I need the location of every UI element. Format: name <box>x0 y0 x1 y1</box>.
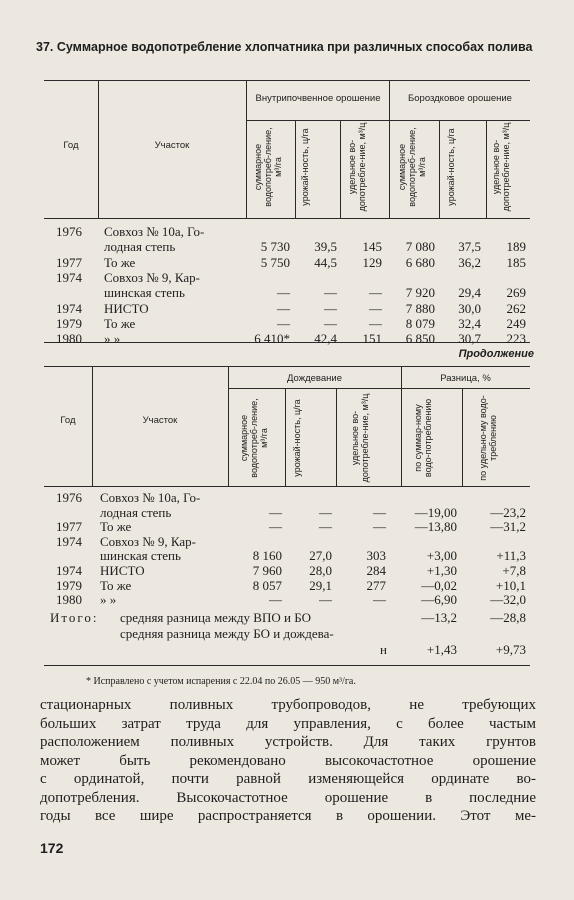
diff-total-cell: +3,00 <box>426 548 457 564</box>
year-cell: 1976 <box>56 490 82 505</box>
header-furrow: Бороздковое орошение <box>408 93 512 104</box>
plot-cell: НИСТО <box>104 300 149 316</box>
plot-cell: лодная степь <box>104 239 176 255</box>
plot-cell: НИСТО <box>100 563 145 578</box>
sprinkling-total-cell: 8 057 <box>252 577 282 593</box>
subsurface-specific-cell: 145 <box>362 239 382 255</box>
sprinkling-specific-cell: — <box>373 592 386 608</box>
furrow-specific-cell: 249 <box>506 315 526 331</box>
header-sub-total: суммарное водопотреб-ление, м³/га <box>239 398 269 478</box>
header-sub-specific: удельное во-допотребле-ние, м³/ц <box>491 122 511 212</box>
total-line-1-diff-total: —13,2 <box>421 610 457 625</box>
diff-specific-cell: —23,2 <box>490 504 526 520</box>
body-line: допотребления. Высокочастотное орошение в последние <box>40 789 536 806</box>
furrow-yield-cell: 30,7 <box>458 331 481 347</box>
subsurface-total-cell: — <box>277 300 290 316</box>
header-sub-total: суммарное водопотреб-ление, м³/га <box>253 127 283 207</box>
total-line-2-diff-total: +1,43 <box>426 642 457 657</box>
year-cell: 1977 <box>56 254 82 270</box>
total-line-2-diff-specific: +9,73 <box>495 642 526 657</box>
total-line-2: средняя разница между БО и дождева- <box>120 626 334 641</box>
sprinkling-specific-cell: — <box>373 519 386 535</box>
furrow-specific-cell: 262 <box>506 300 526 316</box>
sprinkling-total-cell: — <box>269 592 282 608</box>
furrow-specific-cell: 269 <box>506 285 526 301</box>
sprinkling-total-cell: — <box>269 519 282 535</box>
body-line: стационарных поливных трубопроводов, не требующих <box>40 697 536 713</box>
header-sub-diff-total: по суммар-ному водо-потреблению <box>413 398 433 478</box>
furrow-total-cell: 6 850 <box>405 331 435 347</box>
year-cell: 1974 <box>56 269 82 285</box>
furrow-total-cell: 7 920 <box>405 285 435 301</box>
plot-cell: То же <box>104 315 136 331</box>
diff-total-cell: —13,80 <box>414 519 457 535</box>
year-cell: 1976 <box>56 224 82 239</box>
subsurface-yield-cell: — <box>324 285 337 301</box>
subsurface-yield-cell: 39,5 <box>314 239 337 255</box>
header-year: Год <box>63 140 79 151</box>
total-line-1-diff-specific: —28,8 <box>490 610 526 625</box>
plot-cell: лодная степь <box>100 504 172 520</box>
plot-cell: То же <box>100 577 132 593</box>
diff-specific-cell: +10,1 <box>495 577 526 593</box>
plot-cell: » » <box>100 592 117 608</box>
diff-specific-cell: +7,8 <box>502 563 526 578</box>
header-sub-yield: урожай-ность, ц/га <box>292 399 302 477</box>
plot-cell: шинская степь <box>100 548 181 564</box>
sprinkling-yield-cell: 27,0 <box>309 548 332 564</box>
furrow-specific-cell: 185 <box>506 254 526 270</box>
furrow-yield-cell: 37,5 <box>458 239 481 255</box>
diff-total-cell: —6,90 <box>421 592 457 608</box>
subsurface-total-cell: — <box>277 315 290 331</box>
plot-cell: Совхоз № 10а, Го- <box>104 224 205 239</box>
body-text <box>40 696 536 826</box>
header-subsurface: Внутрипочвенное орошение <box>255 93 381 104</box>
body-line: расположением поливных устройств. Для таких грунтов <box>40 734 536 750</box>
sprinkling-total-cell: — <box>269 504 282 520</box>
sprinkling-yield-cell: — <box>319 592 332 608</box>
subsurface-specific-cell: 151 <box>362 331 382 347</box>
year-cell: 1979 <box>56 315 82 331</box>
subsurface-specific-cell: — <box>369 300 382 316</box>
header-sub-total: суммарное водопотреб-ление, м³/га <box>397 127 427 207</box>
sprinkling-specific-cell: 303 <box>366 548 386 564</box>
header-difference: Разница, % <box>440 373 491 384</box>
plot-cell: Совхоз № 9, Кар- <box>104 269 200 285</box>
header-plot: Участок <box>142 415 178 426</box>
subsurface-total-cell: 6 410* <box>254 331 290 347</box>
header-year: Год <box>60 415 76 426</box>
furrow-specific-cell: 189 <box>506 239 526 255</box>
subsurface-specific-cell: — <box>369 315 382 331</box>
year-cell: 1980 <box>56 331 82 347</box>
page-number: 172 <box>40 840 64 856</box>
subsurface-yield-cell: — <box>324 315 337 331</box>
subsurface-specific-cell: — <box>369 285 382 301</box>
diff-total-cell: +1,30 <box>426 563 457 578</box>
sprinkling-total-cell: 7 960 <box>252 563 282 578</box>
body-line: с ординатой, почти равной изменяющейся ординате во- <box>40 771 536 787</box>
plot-cell: шинская степь <box>104 285 185 301</box>
plot-cell: То же <box>104 254 136 270</box>
table-caption: 37. Суммарное водопотребление хлопчатника при различных способах полива <box>36 40 533 54</box>
furrow-yield-cell: 30,0 <box>458 300 481 316</box>
furrow-specific-cell: 223 <box>506 331 526 347</box>
diff-specific-cell: —31,2 <box>490 519 526 535</box>
body-line: годы все шире распространяется в орошении. Этот ме- <box>40 808 536 824</box>
sprinkling-specific-cell: 284 <box>366 563 386 578</box>
furrow-total-cell: 8 079 <box>405 315 435 331</box>
total-label: Итого: <box>50 610 99 625</box>
sprinkling-yield-cell: — <box>319 504 332 520</box>
subsurface-yield-cell: 42,4 <box>314 331 337 347</box>
subsurface-total-cell: 5 730 <box>260 239 290 255</box>
body-line: может быть рекомендовано высокочастотное орошение <box>40 752 536 769</box>
furrow-yield-cell: 29,4 <box>458 285 481 301</box>
subsurface-total-cell: — <box>277 285 290 301</box>
sprinkling-specific-cell: — <box>373 504 386 520</box>
plot-cell: Совхоз № 10а, Го- <box>100 490 201 505</box>
sprinkling-specific-cell: 277 <box>366 577 386 593</box>
year-cell: 1974 <box>56 563 82 578</box>
furrow-yield-cell: 36,2 <box>458 254 481 270</box>
header-sub-specific: удельное во-допотребле-ние, м³/ц <box>347 122 367 212</box>
diff-total-cell: —19,00 <box>414 504 457 520</box>
plot-cell: » » <box>104 331 121 347</box>
sprinkling-total-cell: 8 160 <box>252 548 282 564</box>
footnote: * Исправлено с учетом испарения с 22.04 по 26.05 — 950 м³/га. <box>86 676 356 687</box>
year-cell: 1979 <box>56 577 82 593</box>
sprinkling-yield-cell: 28,0 <box>309 563 332 578</box>
plot-cell: Совхоз № 9, Кар- <box>100 533 196 549</box>
body-line: больших затрат труда для управления, с более частым <box>40 715 536 732</box>
total-line-1: средняя разница между ВПО и БО <box>120 610 311 625</box>
total-line-2-end: н <box>380 642 387 657</box>
furrow-total-cell: 7 880 <box>405 300 435 316</box>
year-cell: 1980 <box>56 592 82 608</box>
header-sub-specific: удельное во-допотребле-ние, м³/ц <box>350 393 370 483</box>
sprinkling-yield-cell: — <box>319 519 332 535</box>
year-cell: 1974 <box>56 300 82 316</box>
furrow-total-cell: 7 080 <box>405 239 435 255</box>
diff-total-cell: —0,02 <box>421 577 457 593</box>
furrow-yield-cell: 32,4 <box>458 315 481 331</box>
header-sub-yield: урожай-ность, ц/га <box>446 128 456 206</box>
plot-cell: То же <box>100 519 132 535</box>
subsurface-specific-cell: 129 <box>362 254 382 270</box>
year-cell: 1977 <box>56 519 82 535</box>
sprinkling-yield-cell: 29,1 <box>309 577 332 593</box>
diff-specific-cell: +11,3 <box>496 548 526 564</box>
header-plot: Участок <box>154 140 190 151</box>
header-sprinkling: Дождевание <box>287 373 342 384</box>
subsurface-yield-cell: — <box>324 300 337 316</box>
header-sub-yield: урожай-ность, ц/га <box>300 128 310 206</box>
diff-specific-cell: —32,0 <box>490 592 526 608</box>
subsurface-yield-cell: 44,5 <box>314 254 337 270</box>
subsurface-total-cell: 5 750 <box>260 254 290 270</box>
continuation-label: Продолжение <box>458 348 534 360</box>
furrow-total-cell: 6 680 <box>405 254 435 270</box>
header-sub-diff-specific: по удельно-му водо-треблению <box>478 395 498 481</box>
year-cell: 1974 <box>56 533 82 549</box>
